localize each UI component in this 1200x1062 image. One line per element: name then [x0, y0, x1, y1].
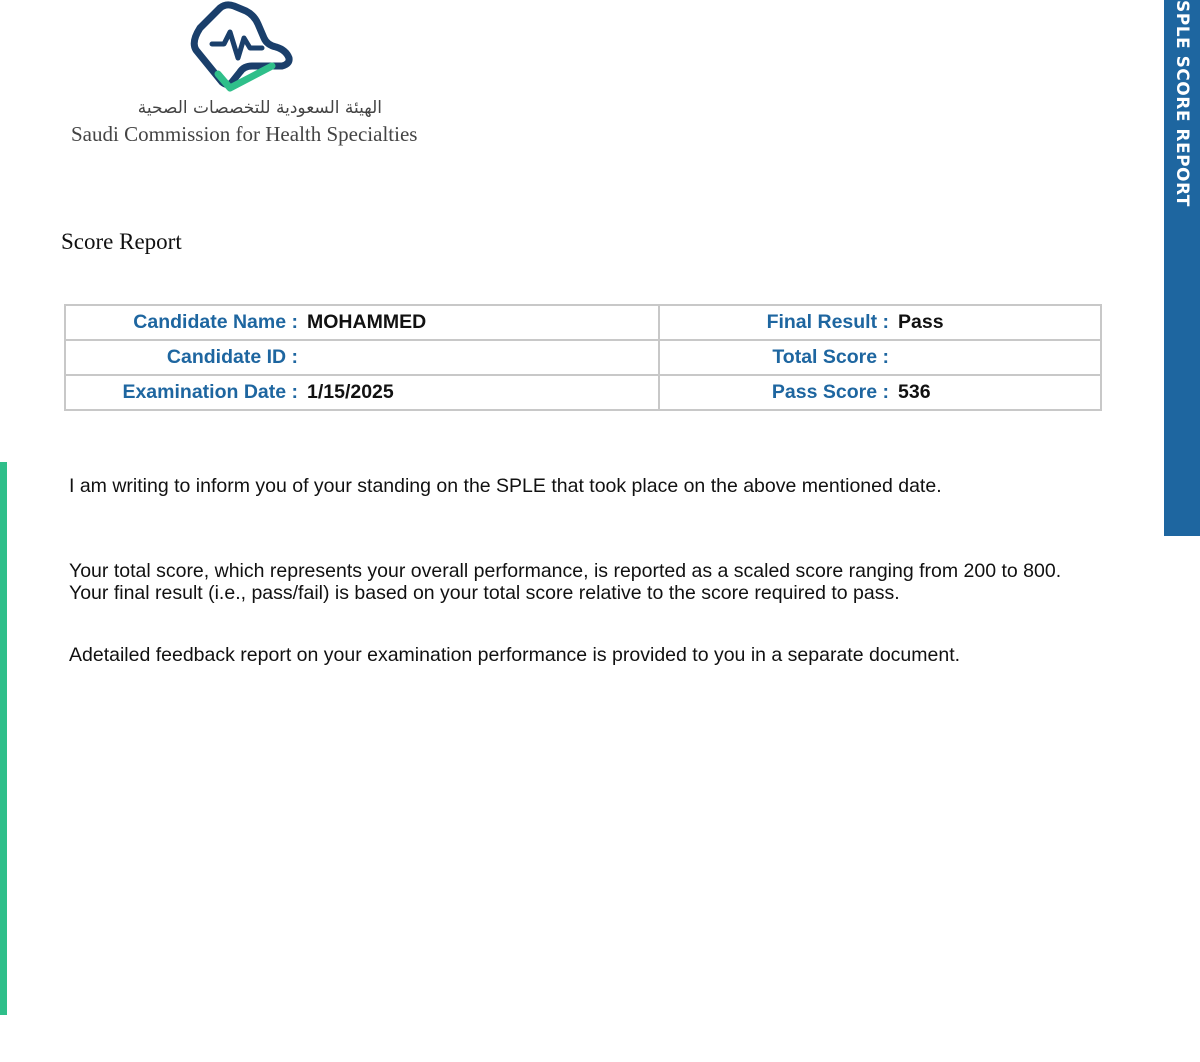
final-result-label: Final Result : [766, 311, 889, 333]
intro-paragraph: I am writing to inform you of your standing on the SPLE that took place on the above mentioned date. [69, 475, 942, 497]
organization-name-english: Saudi Commission for Health Specialties [71, 122, 418, 146]
report-side-band-label: SPLE SCORE REPORT [1172, 0, 1192, 207]
exam-date-cell [65, 375, 659, 410]
pass-score-label: Pass Score : [771, 381, 889, 403]
exam-date-label: Examination Date : [122, 381, 298, 403]
table-row [65, 340, 1101, 375]
feedback-paragraph: Adetailed feedback report on your examination performance is provided to you in a separate document. [69, 644, 961, 666]
organization-name-arabic: الهيئة السعودية للتخصصات الصحية [137, 98, 382, 118]
total-score-cell [659, 340, 1101, 375]
candidate-id-label: Candidate ID : [166, 346, 298, 368]
exam-date-value: 1/15/2025 [307, 381, 394, 403]
scfhs-logo-icon [186, 0, 298, 96]
pass-score-cell [659, 375, 1101, 410]
table-row [65, 305, 1101, 340]
final-result-value: Pass [898, 311, 944, 333]
candidate-name-cell [65, 305, 659, 340]
total-score-label: Total Score : [772, 346, 889, 368]
accent-bar [0, 462, 7, 1015]
candidate-info-table [64, 304, 1102, 411]
candidate-id-cell [65, 340, 659, 375]
table-row [65, 375, 1101, 410]
pass-score-value: 536 [898, 381, 931, 403]
final-result-cell [659, 305, 1101, 340]
candidate-name-label: Candidate Name : [133, 311, 298, 333]
score-explanation-paragraph: Your total score, which represents your overall performance, is reported as a scaled score ranging from 200 to 800. Your final result (i.e., pass/fail) is based on your total score relative to the score required to pass. [69, 560, 1062, 604]
document-title: Score Report [61, 229, 182, 254]
candidate-name-value: MOHAMMED [307, 311, 427, 333]
